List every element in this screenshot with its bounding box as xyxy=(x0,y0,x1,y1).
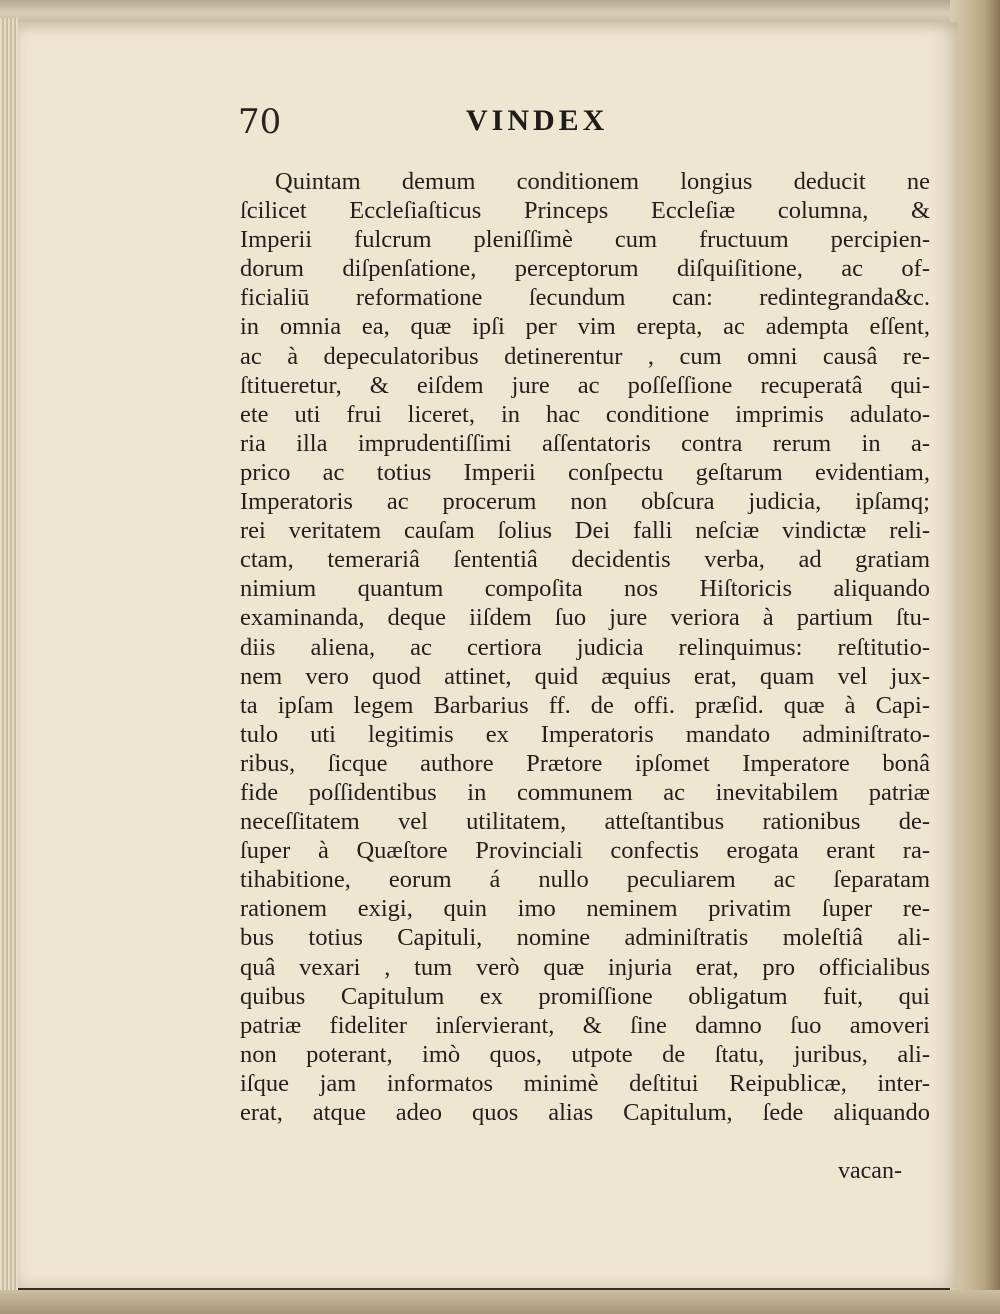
text-line: ac à depeculatoribus detinerentur , cum omni causâ re- xyxy=(240,342,930,370)
text-line: ria illa imprudentiſſimi aſſentatoris contra rerum in a- xyxy=(240,429,930,457)
book-bottom-edge xyxy=(0,1290,1000,1314)
text-line: dorum diſpenſatione, perceptorum diſquiſitione, ac of- xyxy=(240,255,930,283)
text-line: examinanda, deque iiſdem ſuo jure veriora à partium ſtu- xyxy=(240,604,930,632)
running-title: VINDEX xyxy=(466,104,609,137)
text-line: nimium quantum compoſita nos Hiſtoricis aliquando xyxy=(240,575,930,603)
text-line: neceſſitatem vel utilitatem, atteſtantibus rationibus de- xyxy=(240,808,930,836)
text-line: patriæ fideliter inſervierant, & ſine damno ſuo amoveri xyxy=(240,1011,930,1039)
text-line: ete uti frui liceret, in hac conditione imprimis adulato- xyxy=(240,400,930,428)
text-line: rationem exigi, quin imo neminem privatim ſuper re- xyxy=(240,895,930,923)
text-line: tihabitione, eorum á nullo peculiarem ac ſeparatam xyxy=(240,866,930,894)
page-stack-edge xyxy=(0,18,18,1298)
text-line: quibus Capitulum ex promiſſione obligatum fuit, qui xyxy=(240,982,930,1010)
text-line: ficialiū reformatione ſecundum can: redintegranda&c. xyxy=(240,284,930,312)
body-text xyxy=(240,167,930,1127)
page xyxy=(18,22,958,1288)
text-line: ſuper à Quæſtore Provinciali confectis erogata erant ra- xyxy=(240,837,930,865)
text-line: Imperii fulcrum pleniſſimè cum fructuum percipien- xyxy=(240,226,930,254)
text-line: non poterant, imò quos, utpote de ſtatu, juribus, ali- xyxy=(240,1040,930,1068)
text-line: fide poſſidentibus in communem ac inevitabilem patriæ xyxy=(240,778,930,806)
catchword: vacan- xyxy=(838,1158,902,1184)
text-line: iſque jam informatos minimè deſtitui Reipublicæ, inter- xyxy=(240,1069,930,1097)
text-line: nem vero quod attinet, quid æquius erat, quam vel jux- xyxy=(240,662,930,690)
text-line: ctam, temerariâ ſententiâ decidentis verba, ad gratiam xyxy=(240,546,930,574)
text-line: in omnia ea, quæ ipſi per vim erepta, ac adempta eſſent, xyxy=(240,313,930,341)
text-line: erat, atque adeo quos alias Capitulum, ſede aliquando xyxy=(240,1099,930,1126)
page-number: 70 xyxy=(238,102,282,142)
text-line: rei veritatem cauſam ſolius Dei falli neſciæ vindictæ reli- xyxy=(240,517,930,545)
text-line: ſcilicet Eccleſiaſticus Princeps Eccleſiæ columna, & xyxy=(240,197,930,225)
text-line: Quintam demum conditionem longius deducit ne xyxy=(275,168,930,195)
book-top-edge xyxy=(0,0,1000,22)
text-line: ribus, ſicque authore Prætore ipſomet Imperatore bonâ xyxy=(240,749,930,777)
text-line: quâ vexari , tum verò quæ injuria erat, pro officialibus xyxy=(240,953,930,981)
text-line: bus totius Capituli, nomine adminiſtratis moleſtiâ ali- xyxy=(240,924,930,952)
text-line: Imperatoris ac procerum non obſcura judicia, ipſamq; xyxy=(240,488,930,516)
text-line: prico ac totius Imperii conſpectu geſtarum evidentiam, xyxy=(240,458,930,486)
text-line: diis aliena, ac certiora judicia relinquimus: reſtitutio- xyxy=(240,633,930,661)
text-line: tulo uti legitimis ex Imperatoris mandato adminiſtrato- xyxy=(240,720,930,748)
text-line: ſtitueretur, & eiſdem jure ac poſſeſſione recuperatâ qui- xyxy=(240,371,930,399)
page-header xyxy=(238,102,698,152)
text-line: ta ipſam legem Barbarius ff. de offi. præſid. quæ à Capi- xyxy=(240,691,930,719)
